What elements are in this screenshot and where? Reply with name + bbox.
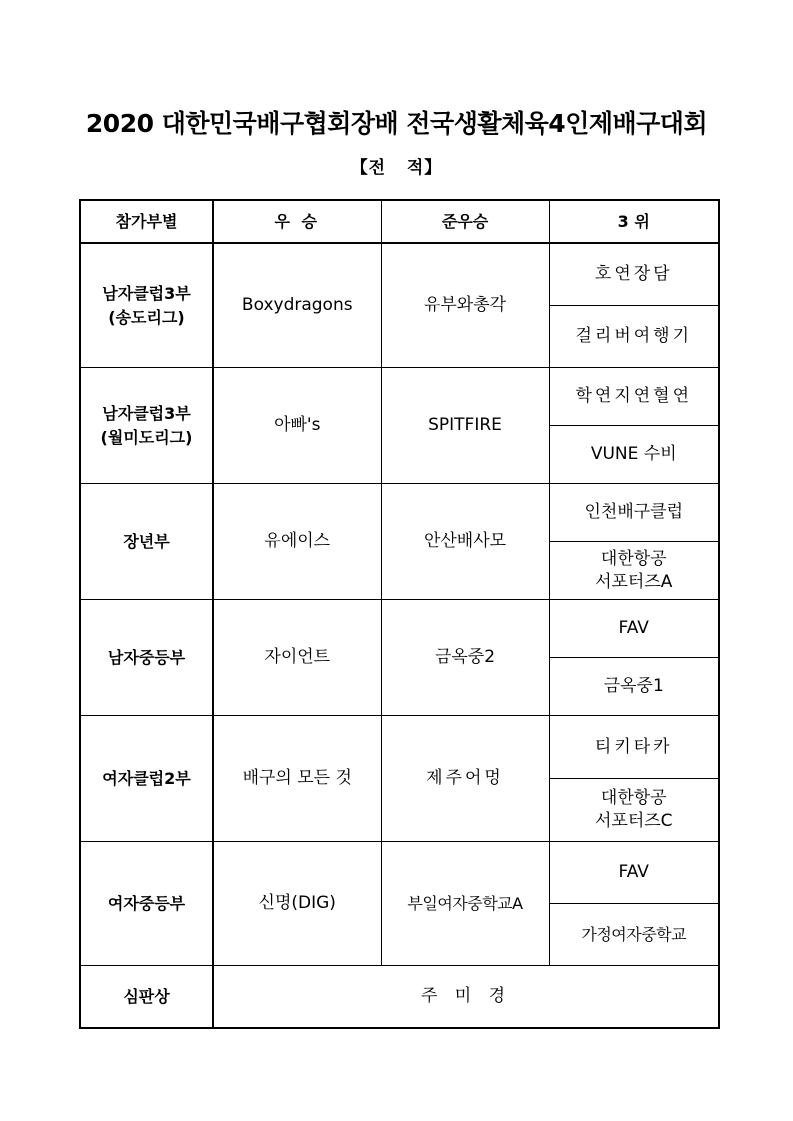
winner-cell: 유에이스 (213, 484, 381, 600)
results-table (79, 199, 720, 1029)
header-runner-up: 준우승 (381, 200, 549, 243)
division-cell: 여자중등부 (80, 842, 213, 966)
third-place-cell: 가정여자중학교 (549, 904, 719, 966)
division-cell: 남자클럽3부 (월미도리그) (80, 368, 213, 484)
results-body (80, 243, 719, 1028)
header-winner: 우 승 (213, 200, 381, 243)
division-cell: 장년부 (80, 484, 213, 600)
runner-up-cell: 유부와총각 (381, 243, 549, 368)
referee-label: 심판상 (80, 966, 213, 1029)
table-row (80, 600, 719, 658)
table-row (80, 716, 719, 779)
document-title: 2020 대한민국배구협회장배 전국생활체육4인제배구대회 (85, 109, 708, 138)
third-place-cell: 학연지연혈연 (549, 368, 719, 426)
winner-cell: 아빠's (213, 368, 381, 484)
header-row (80, 200, 719, 243)
header-division: 참가부별 (80, 200, 213, 243)
referee-name: 주 미 경 (213, 966, 719, 1029)
third-place-cell: 대한항공 서포터즈C (549, 779, 719, 842)
third-place-cell: FAV (549, 842, 719, 904)
division-cell: 남자중등부 (80, 600, 213, 716)
referee-row (80, 966, 719, 1029)
third-place-cell: 걸리버여행기 (549, 306, 719, 368)
third-place-cell: FAV (549, 600, 719, 658)
table-row (80, 484, 719, 542)
third-place-cell: 인천배구클럽 (549, 484, 719, 542)
winner-cell: 배구의 모든 것 (213, 716, 381, 842)
third-place-cell: 대한항공 서포터즈A (549, 542, 719, 600)
division-cell: 여자클럽2부 (80, 716, 213, 842)
third-place-cell: 티키타카 (549, 716, 719, 779)
runner-up-cell: 금옥중2 (381, 600, 549, 716)
runner-up-cell: SPITFIRE (381, 368, 549, 484)
table-row (80, 842, 719, 904)
winner-cell: 자이언트 (213, 600, 381, 716)
table-row (80, 243, 719, 306)
third-place-cell: 호연장담 (549, 243, 719, 306)
table-row (80, 368, 719, 426)
runner-up-cell: 제주어멍 (381, 716, 549, 842)
header-third: 3 위 (549, 200, 719, 243)
third-place-cell: 금옥중1 (549, 658, 719, 716)
winner-cell: Boxydragons (213, 243, 381, 368)
runner-up-cell: 안산배사모 (381, 484, 549, 600)
runner-up-cell: 부일여자중학교A (381, 842, 549, 966)
division-cell: 남자클럽3부 (송도리그) (80, 243, 213, 368)
third-place-cell: VUNE 수비 (549, 426, 719, 484)
document-subtitle: 【전 적】 (350, 158, 443, 178)
winner-cell: 신명(DIG) (213, 842, 381, 966)
